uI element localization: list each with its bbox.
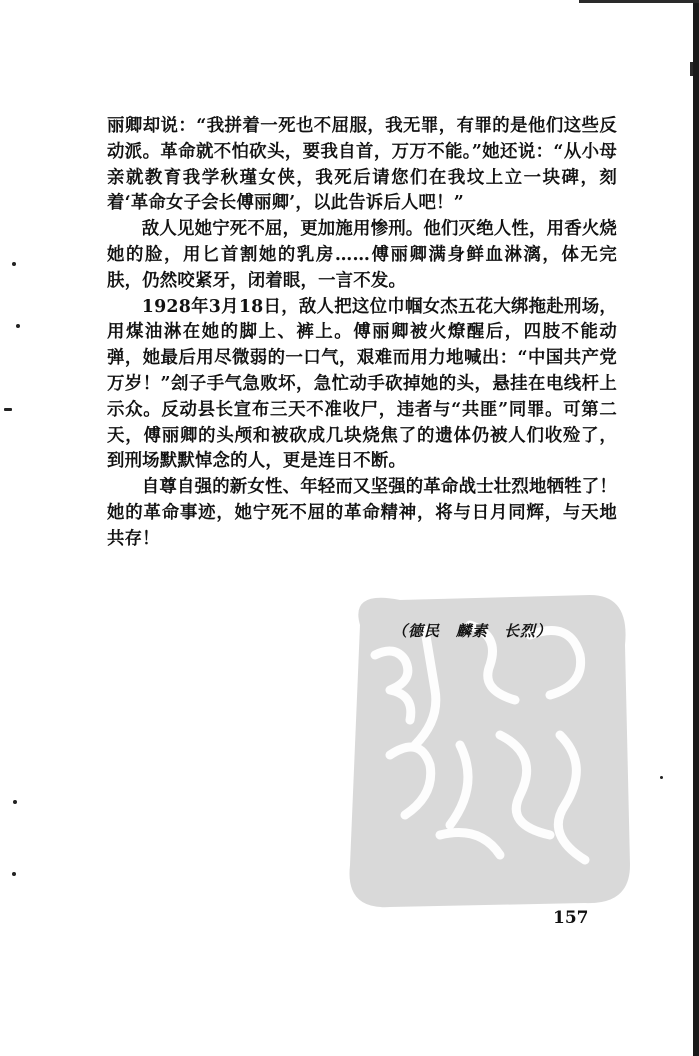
- scan-speck: [660, 776, 663, 779]
- page-number: 157: [553, 908, 589, 928]
- scan-edge-right: [693, 0, 699, 1056]
- scan-edge-notch: [690, 62, 693, 76]
- scan-speck: [16, 324, 20, 328]
- scan-speck: [4, 408, 12, 411]
- paragraph: 丽卿却说：“我拼着一死也不屈服，我无罪，有罪的是他们这些反动派。革命就不怕砍头，要我自首，万万不能。”她还说：“从小母亲就教育我学秋瑾女侠，我死后请您们在我坟上立一块碑，刻着‘革命女子会长傅丽卿’，以此告诉后人吧！”: [107, 116, 617, 214]
- paragraph: 敌人见她宁死不屈，更加施用惨刑。他们灭绝人性，用香火烧她的脸，用匕首割她的乳房……傅丽卿满身鲜血淋漓，体无完肤，仍然咬紧牙，闭着眼，一言不发。: [107, 219, 617, 291]
- author-signature: （德民 麟素 长烈）: [392, 622, 553, 640]
- scan-edge-top: [579, 0, 699, 3]
- scan-speck: [12, 872, 16, 876]
- body-text: [107, 114, 617, 553]
- scan-speck: [13, 800, 17, 804]
- scan-speck: [12, 262, 16, 266]
- paragraph: 自尊自强的新女性、年轻而又坚强的革命战士壮烈地牺牲了！她的革命事迹，她宁死不屈的革命精神，将与日月同辉，与天地共存！: [107, 477, 617, 549]
- paragraph: 1928年3月18日，敌人把这位巾帼女杰五花大绑拖赴刑场，用煤油淋在她的脚上、裤上。傅丽卿被火燎醒后，四肢不能动弹，她最后用尽微弱的一口气，艰难而用力地喊出：“中国共产党万岁！”刽子手气急败坏，急忙动手砍掉她的头，悬挂在电线杆上示众。反动县长宣布三天不准收尸，违者与“共匪”同罪。可第二天，傅丽卿的头颅和被砍成几块烧焦了的遗体仍被人们收殓了，到刑场默默悼念的人，更是连日不断。: [107, 296, 617, 472]
